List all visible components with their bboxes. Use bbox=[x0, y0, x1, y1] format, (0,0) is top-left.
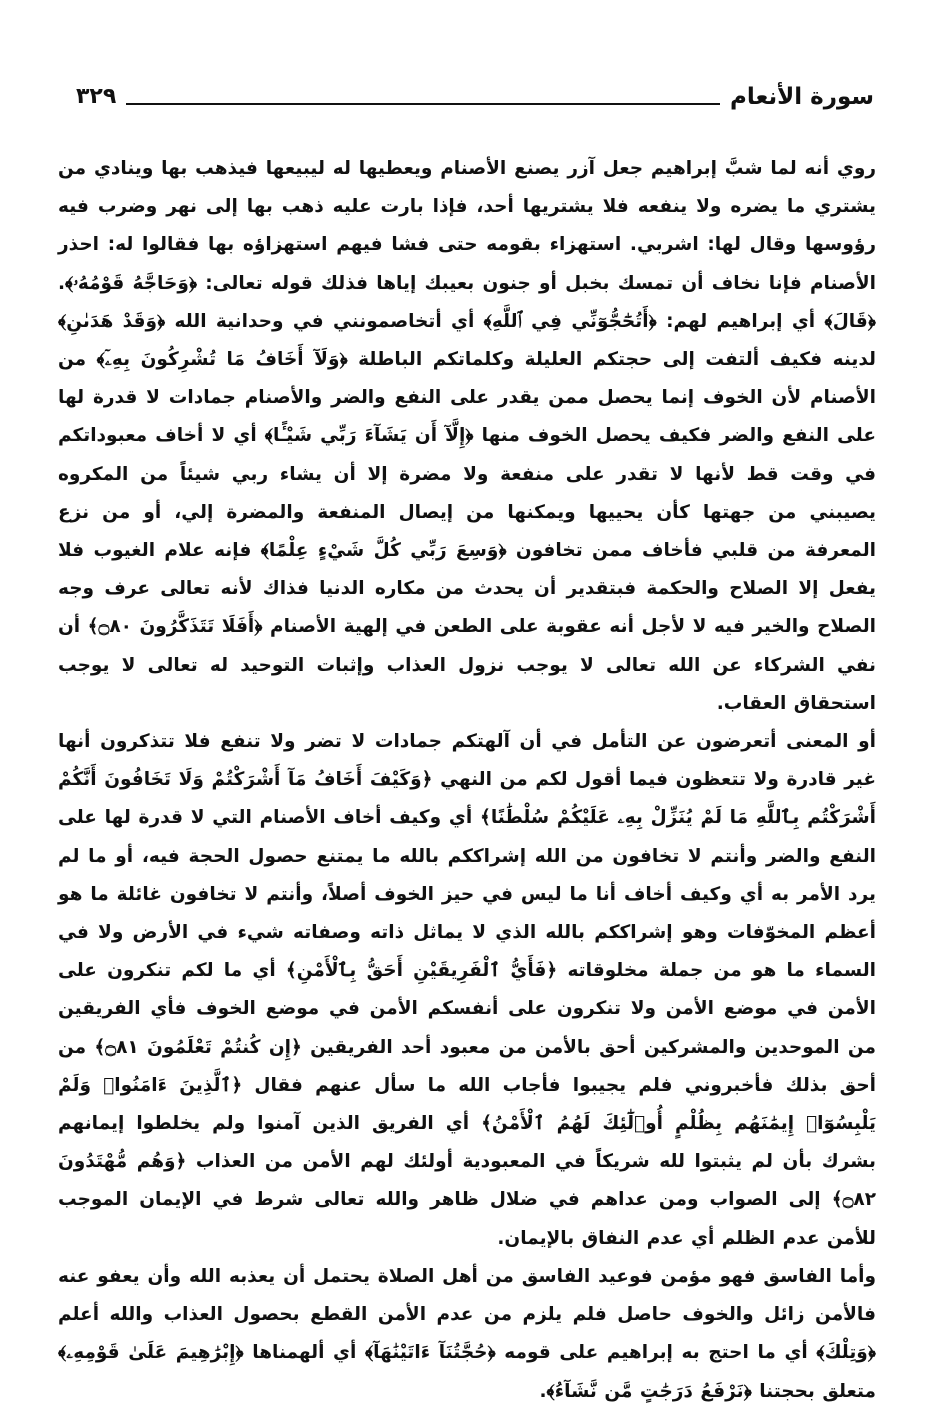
paragraph-2: أو المعنى أتعرضون عن التأمل في أن آلهتكم جمادات لا تضر ولا تنفع فلا تتذكرون أنها غير قادرة ولا تتعظون فيما أقول لكم من النهي ﴿وَكَيْفَ أَخَافُ مَآ أَشْرَكْتُمْ وَلَا تَخَافُونَ أَنَّكُمْ أَشْرَكْتُم بِٱللَّهِ مَا لَمْ يُنَزِّلْ بِهِۦ عَلَيْكُمْ سُلْطَٰنًا﴾ أي وكيف أخاف الأصنام التي لا قدرة لها على النفع والضر وأنتم لا تخافون من الله إشراككم بالله ما يمتنع حصول الحجة فيه، أو ما لم يرد الأمر به أي وكيف أخاف أنا ما ليس في حيز الخوف أصلاً، وأنتم لا تخافون غائلة ما هو أعظم المخوّفات وهو إشراككم بالله الذي لا يماثل ذاته وصفاته شيء في الأرض ولا في السماء ما هو من جملة مخلوقاته ﴿فَأَيُّ ٱلْفَرِيقَيْنِ أَحَقُّ بِٱلْأَمْنِ﴾ أي ما لكم تنكرون على الأمن في موضع الأمن ولا تنكرون على أنفسكم الأمن في موضع الخوف فأي الفريقين من الموحدين والمشركين أحق بالأمن من معبود أحد الفريقين ﴿إِن كُنتُمْ تَعْلَمُونَ ۝٨١﴾ من أحق بذلك فأخبروني فلم يجيبوا فأجاب الله ما سأل عنهم فقال ﴿ٱلَّذِينَ ءَامَنُوا۟ وَلَمْ يَلْبِسُوٓا۟ إِيمَٰنَهُم بِظُلْمٍ أُو۟لَٰٓئِكَ لَهُمُ ٱلْأَمْنُ﴾ أي الفريق الذين آمنوا ولم يخلطوا إيمانهم بشرك بأن لم يثبتوا لله شريكاً في المعبودية أولئك لهم الأمن من العذاب ﴿وَهُم مُّهْتَدُونَ ۝٨٢﴾ إلى الصواب ومن عداهم في ضلال ظاهر والله تعالى شرط في الإيمان الموجب للأمن عدم الظلم أي عدم النفاق بالإيمان. bbox=[58, 731, 876, 1249]
page-number: ٣٢٩ bbox=[76, 84, 117, 109]
header-rule bbox=[126, 103, 720, 105]
surah-title: سورة الأنعام bbox=[730, 84, 874, 110]
page-body bbox=[58, 150, 876, 1411]
paragraph-1: روي أنه لما شبَّ إبراهيم جعل آزر يصنع الأصنام ويعطيها له ليبيعها فيذهب بها وينادي من يشتري ما يضره ولا ينفعه فلا يشتريها أحد، فإذا بارت عليه ذهب بها إلى نهر وضرب فيه رؤوسها وقال لها: اشربي. استهزاء بقومه حتى فشا فيهم استهزاؤه بها فقالوا له: احذر الأصنام فإنا نخاف أن تمسك بخبل أو جنون بعيبك إياها فذلك قوله تعالى: ﴿وَحَاجَّهُ قَوْمُهُۥ﴾. ﴿قَالَ﴾ أي إبراهيم لهم: ﴿أَتُحَٰٓجُّوٓنِّي فِي ٱللَّهِ﴾ أي أتخاصمونني في وحدانية الله ﴿وَقَدْ هَدَىٰنِ﴾ لدينه فكيف ألتفت إلى حجتكم العليلة وكلماتكم الباطلة ﴿وَلَآ أَخَافُ مَا تُشْرِكُونَ بِهِۦٓ﴾ من الأصنام لأن الخوف إنما يحصل ممن يقدر على النفع والضر والأصنام جمادات لا قدرة لها على النفع والضر فكيف يحصل الخوف منها ﴿إِلَّآ أَن يَشَآءَ رَبِّي شَيْـًٔا﴾ أي لا أخاف معبوداتكم في وقت قط لأنها لا تقدر على منفعة ولا مضرة إلا أن يشاء ربي شيئاً من المكروه يصيبني من جهتها كأن يحييها ويمكنها من إيصال المنفعة والمضرة إلي، أو من نزع المعرفة من قلبي فأخاف ممن تخافون ﴿وَسِعَ رَبِّي كُلَّ شَيْءٍ عِلْمًا﴾ فإنه علام الغيوب فلا يفعل إلا الصلاح والحكمة فبتقدير أن يحدث من مكاره الدنيا فذاك لأنه تعالى عرف وجه الصلاح والخير فيه لا لأجل أنه عقوبة على الطعن في إلهية الأصنام ﴿أَفَلَا تَتَذَكَّرُونَ ۝٨٠﴾ أن نفي الشركاء عن الله تعالى لا يوجب نزول العذاب وإثبات التوحيد له تعالى لا يوجب استحقاق العقاب. bbox=[58, 158, 876, 714]
page-header bbox=[76, 78, 874, 112]
paragraph-3: وأما الفاسق فهو مؤمن فوعيد الفاسق من أهل الصلاة يحتمل أن يعذبه الله وأن يعفو عنه فالأمن زائل والخوف حاصل فلم يلزم من عدم الأمن القطع بحصول العذاب والله أعلم ﴿وَتِلْكَ﴾ أي ما احتج به إبراهيم على قومه ﴿حُجَّتُنَآ ءَاتَيْنَٰهَآ﴾ أي ألهمناها ﴿إِبْرَٰهِيمَ عَلَىٰ قَوْمِهِۦ﴾ متعلق بحجتنا ﴿نَرْفَعُ دَرَجَٰتٍ مَّن نَّشَآءُ﴾. bbox=[58, 1265, 876, 1402]
